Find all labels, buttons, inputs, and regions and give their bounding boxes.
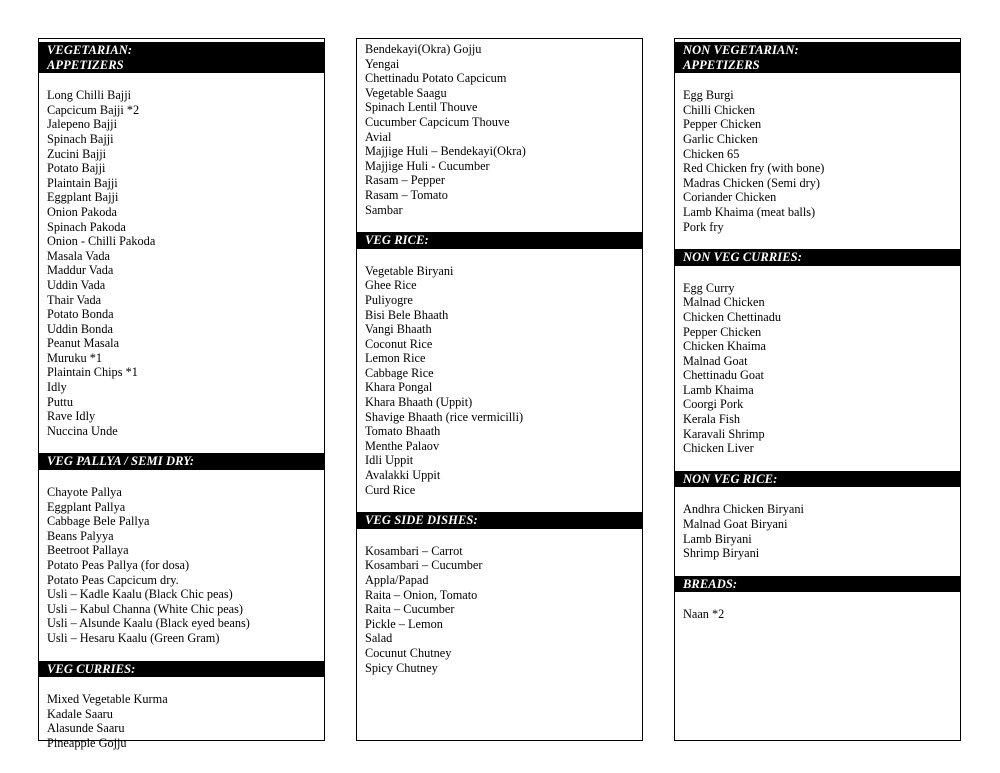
menu-list [675,88,960,234]
menu-item: Karavali Shrimp [683,426,765,441]
section-heading: VEG RICE: [357,232,642,249]
menu-item: Eggplant Pallya [47,499,126,514]
menu-item: Vangi Bhaath [365,322,432,337]
menu-item: Lamb Khaima [683,382,754,397]
menu-item: Vegetable Biryani [365,263,454,278]
menu-list [39,692,324,750]
menu-item: Pepper Chicken [683,117,762,132]
menu-column-1 [38,38,325,750]
menu-list [357,544,642,675]
menu-item: Egg Burgi [683,88,734,103]
menu-item: Thair Vada [47,292,102,307]
menu-item: Spinach Lentil Thouve [365,100,478,115]
menu-item: Usli – Alsunde Kaalu (Black eyed beans) [47,616,250,631]
menu-item: Rasam – Pepper [365,173,445,188]
menu-item: Majjige Huli - Cucumber [365,158,490,173]
menu-item: Menthe Palaov [365,438,440,453]
menu-item: Peanut Masala [47,336,120,351]
menu-item: Egg Curry [683,280,735,295]
section-heading: NON VEGETARIAN: APPETIZERS [675,42,960,73]
menu-item: Andhra Chicken Biryani [683,502,804,517]
menu-item: Masala Vada [47,248,110,263]
menu-item: Naan *2 [683,607,725,622]
section-heading: VEGETARIAN: APPETIZERS [39,42,324,73]
menu-list [675,607,960,622]
section-heading: NON VEG CURRIES: [675,249,960,266]
menu-item: Avial [365,129,392,144]
menu-item: Usli – Kabul Channa (White Chic peas) [47,601,244,616]
section-heading: VEG CURRIES: [39,661,324,678]
menu-item: Maddur Vada [47,263,114,278]
menu-item: Potato Bajji [47,161,106,176]
menu-item: Cabbage Bele Pallya [47,514,150,529]
menu-item: Plaintain Chips *1 [47,365,138,380]
menu-item: Cucumber Capcicum Thouve [365,114,510,129]
menu-list [357,42,642,217]
section-heading: VEG SIDE DISHES: [357,512,642,529]
menu-item: Red Chicken fry (with bone) [683,161,825,176]
menu-item: Pickle – Lemon [365,616,443,631]
column-content [675,39,960,622]
menu-item: Lamb Biryani [683,531,752,546]
menu-item: Cocunut Chutney [365,645,452,660]
menu-item: Bendekayi(Okra) Gojju [365,42,482,56]
menu-item: Raita – Onion, Tomato [365,587,478,602]
column-content [39,39,324,751]
menu-item: Idly [47,380,67,395]
menu-item: Appla/Papad [365,573,429,587]
menu-item: Plaintain Bajji [47,175,118,190]
menu-item: Muruku *1 [47,350,102,365]
menu-item: Long Chilli Bajji [47,88,132,103]
menu-item: Coconut Rice [365,336,433,351]
menu-item: Chilli Chicken [683,102,756,117]
menu-item: Uddin Bonda [47,321,113,336]
menu-item: Potato Peas Capcicum dry. [47,572,179,587]
menu-item: Zucini Bajji [47,146,107,161]
menu-item: Onion - Chilli Pakoda [47,234,156,249]
menu-item: Potato Peas Pallya (for dosa) [47,558,190,572]
menu-item: Usli – Hesaru Kaalu (Green Gram) [47,630,220,645]
menu-list [675,502,960,560]
menu-item: Malnad Goat Biryani [683,517,788,532]
menu-list [39,485,324,646]
menu-item: Spinach Pakoda [47,219,126,234]
menu-item: Malnad Chicken [683,295,765,310]
menu-item: Coriander Chicken [683,190,777,205]
menu-list [357,264,642,498]
section-heading: BREADS: [675,576,960,593]
section-heading: VEG PALLYA / SEMI DRY: [39,453,324,470]
menu-item: Kosambari – Cucumber [365,558,483,573]
menu-item: Chettinadu Goat [683,368,764,383]
menu-item: Madras Chicken (Semi dry) [683,175,820,190]
menu-item: Avalakki Uppit [365,468,441,483]
menu-item: Chayote Pallya [47,485,122,500]
column-content [357,39,642,675]
menu-list [39,88,324,438]
menu-item: Spicy Chutney [365,660,438,675]
menu-item: Tomato Bhaath [365,424,441,439]
menu-item: Usli – Kadle Kaalu (Black Chic peas) [47,587,233,602]
menu-item: Idli Uppit [365,453,414,468]
menu-item: Yengai [365,56,400,71]
menu-item: Curd Rice [365,482,416,497]
menu-item: Chicken Liver [683,441,754,456]
menu-item: Kosambari – Carrot [365,543,463,558]
menu-item: Sambar [365,202,403,217]
menu-item: Salad [365,631,393,646]
menu-item: Puliyogre [365,292,413,307]
menu-item: Kerala Fish [683,412,741,427]
menu-item: Chicken Chettinadu [683,309,782,324]
menu-item: Vegetable Saagu [365,85,447,100]
menu-item: Khara Pongal [365,380,433,395]
menu-item: Pork fry [683,219,724,234]
menu-item: Capcicum Bajji *2 [47,102,140,117]
menu-item: Beetroot Pallaya [47,543,129,558]
section-heading: NON VEG RICE: [675,471,960,488]
menu-item: Malnad Goat [683,353,748,368]
menu-item: Garlic Chicken [683,131,758,146]
menu-item: Pepper Chicken [683,324,762,339]
menu-item: Onion Pakoda [47,204,118,219]
menu-item: Jalepeno Bajji [47,117,118,132]
menu-column-2 [356,38,643,741]
menu-item: Eggplant Bajji [47,190,119,205]
menu-item: Beans Palyya [47,528,114,543]
menu-item: Lamb Khaima (meat balls) [683,204,816,219]
menu-item: Kadale Saaru [47,706,113,721]
menu-item: Coorgi Pork [683,397,744,412]
menu-list [675,281,960,456]
menu-item: Chettinadu Potato Capcicum [365,71,507,86]
menu-item: Majjige Huli – Bendekayi(Okra) [365,144,526,159]
menu-item: Chicken Khaima [683,339,766,354]
menu-item: Potato Bonda [47,307,114,322]
menu-item: Spinach Bajji [47,131,114,146]
menu-item: Rasam – Tomato [365,187,448,202]
menu-item: Puttu [47,394,73,409]
menu-item: Alasunde Saaru [47,721,125,736]
menu-item: Khara Bhaath (Uppit) [365,395,473,410]
menu-item: Lemon Rice [365,351,426,366]
menu-item: Shavige Bhaath (rice vermicilli) [365,409,524,424]
menu-item: Shrimp Biryani [683,546,760,561]
menu-item: Rave Idly [47,409,96,424]
menu-item: Raita – Cucumber [365,602,455,617]
menu-item: Cabbage Rice [365,365,434,380]
menu-item: Mixed Vegetable Kurma [47,692,168,707]
menu-item: Uddin Vada [47,277,106,292]
menu-item: Nuccina Unde [47,423,118,438]
menu-item: Bisi Bele Bhaath [365,307,449,322]
menu-column-3 [674,38,961,741]
menu-item: Pineapple Gojju [47,735,127,750]
menu-item: Ghee Rice [365,278,417,293]
menu-item: Chicken 65 [683,146,740,161]
